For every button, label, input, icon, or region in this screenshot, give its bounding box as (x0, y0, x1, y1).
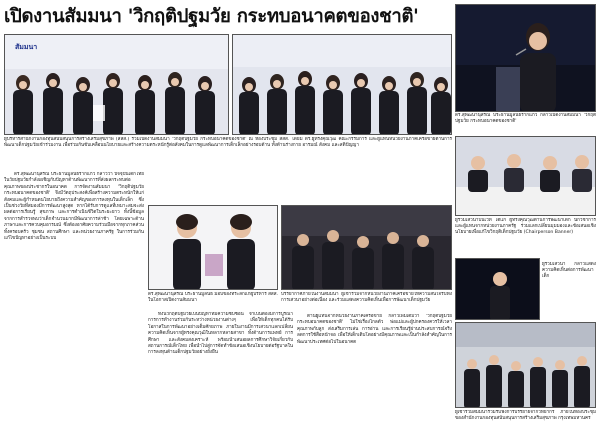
article-body-middle: ทั้งนี้วิกฤติปฐมวัยเป็นปัญหาที่มีความซับซ้อน จำเป็นต้องมีการบูรณาการการทำงานร่วมกันระหว่างหน่วยงานต่างๆ เพื่อให้เด็กทุกคนได้รับโอกาสในการพัฒนาอย่างเต็มศักยภาพ ภายในงานมีการเสวนาแลกเปลี่ยนความคิดเห็นจากผู้ทรงคุณวุฒิในหลากหลายสาขา ทั้งด้านการแพทย์ การศึกษา และสังคมสงเคราะห์ พร้อมนำเสนอผลการศึกษาวิจัยเกี่ยวกับสถานการณ์เด็กไทย เพื่อนำไปสู่การจัดทำข้อเสนอเชิงนโยบายต่อรัฐบาลในการลงทุนด้านเด็กปฐมวัยอย่างยั่งยืน (148, 312, 293, 356)
caption-classroom: ผู้เข้าร่วมสัมมนาร่วมรับฟังการบรรยายจากวิทยากร ภายในห้องประชุมของสำนักงานกองทุนสนับสนุนการสร้างเสริมสุขภาพ กรุงเทพมหานคร (455, 410, 596, 422)
audience-photo (281, 205, 452, 290)
caption-group-photos: ผู้บริหารสำนักงานกองทุนสนับสนุนการสร้างเสริมสุขภาพ (สสส.) ร่วมเปิดงานสัมมนา 'วิกฤติปฐมวัย กระทบอนาคตของชาติ' ณ ห้องประชุม สสส. โดยมี ดร.ผู้ทรงคุณวุฒิ คณะกรรมการ และผู้แทนหน่วยงานภาคีเครือข่ายด้านการพัฒนาเด็กปฐมวัยเข้าร่วมงาน เพื่อร่วมกันขับเคลื่อนนโยบายและสร้างความตระหนักรู้ต่อสังคมในการดูแลพัฒนาการเด็กเล็กอย่างรอบด้าน ทั้งด้านร่างกาย อารมณ์ สังคม และสติปัญญา (4, 137, 452, 149)
caption-speaker: ดร.สุพัฒนานุสรณ์ ประธานมูลนิธิรากแก้ว กล่าวเปิดงานสัมมนา 'วิกฤติปฐมวัย กระทบอนาคตของชาติ' (455, 113, 596, 125)
classroom-photo-image (456, 323, 596, 408)
speaker-photo (455, 4, 596, 112)
handover-photo (148, 205, 278, 290)
group-photo-left (4, 34, 229, 135)
group-photo-right (232, 34, 452, 135)
group-photo-right-image (233, 35, 452, 135)
caption-podium: ผู้ร่วมเสวนา กล่าวแสดงความคิดเห็นต่อการพัฒนาเด็ก (542, 262, 596, 280)
panel-photo (455, 136, 596, 216)
caption-panel: ผู้ร่วมเสวนาบนเวที ได้แก่ ผู้ทรงคุณวุฒิด้านการพัฒนาเด็ก นักวิชาการ และผู้แทนจากหน่วยงานภาครัฐ ร่วมแลกเปลี่ยนมุมมองและข้อเสนอเชิงนโยบายเพื่อแก้ไขวิกฤติเด็กปฐมวัย (Chairperson Banner) (455, 218, 596, 236)
classroom-photo (455, 322, 596, 408)
caption-handover: ดร.สุพัฒนานุสรณ์ ประธานมูลนิธิ มอบของที่ระลึกแก่ผู้บริหาร สสส. ในโอกาสเปิดงานสัมมนา (148, 292, 278, 304)
panel-photo-image (456, 137, 596, 216)
group-photo-left-image (5, 35, 229, 135)
article-body-left: ดร.สุพัฒนานุสรณ์ ประธานมูลนิธิรากแก้ว กล่าวว่า ปัจจุบันเด็กไทยในวัยปฐมวัยกำลังเผชิญกับปัญหาด้านพัฒนาการที่ส่งผลกระทบต่อคุณภาพของประชากรในอนาคต การจัดงานสัมมนา 'วิกฤติปฐมวัย กระทบอนาคตของชาติ' จึงมีวัตถุประสงค์เพื่อสร้างความตระหนักให้แก่สังคมและผู้กำหนดนโยบายถึงความสำคัญของการลงทุนในเด็กเล็ก ซึ่งเป็นช่วงวัยที่สมองมีการพัฒนาสูงสุด หากได้รับการดูแลที่เหมาะสมจะส่งผลต่อการเรียนรู้ สุขภาพ และการดำเนินชีวิตในระยะยาว ทั้งนี้ข้อมูลจากการสำรวจพบว่าเด็กจำนวนมากมีพัฒนาการล่าช้า โดยเฉพาะด้านภาษาและการควบคุมอารมณ์ ซึ่งต้องอาศัยความร่วมมือจากทุกภาคส่วน ทั้งครอบครัว ชุมชน สถานศึกษา และหน่วยงานภาครัฐ ในการร่วมกันแก้ไขปัญหาอย่างเป็นระบบ (4, 172, 144, 242)
headline: เปิดงานสัมมนา 'วิกฤติปฐมวัย กระทบอนาคตของชาติ' (4, 6, 419, 27)
audience-photo-image (282, 206, 452, 290)
podium-photo (455, 258, 540, 320)
caption-audience: บรรยากาศภายในงานสัมมนา ผู้เข้าร่วมจากหน่วยงานภาคีเครือข่ายให้ความสนใจรับฟังการเสวนาอย่างต่อเนื่อง และร่วมแสดงความคิดเห็นเพื่อการพัฒนาเด็กปฐมวัย (281, 292, 452, 304)
article-body-right: ด้านผู้แทนจากหน่วยงานภาคีเครือข่าย กล่าวเพิ่มเติมว่า 'วิกฤติปฐมวัยกระทบอนาคตของชาติ' ไม่ใช่เรื่องไกลตัว พ่อแม่และผู้ปกครองควรให้เวลาคุณภาพกับลูก ส่งเสริมการเล่น การอ่าน และการเรียนรู้ผ่านประสบการณ์จริง ลดการใช้สื่อหน้าจอ เพื่อให้เด็กเติบโตอย่างมีคุณภาพและเป็นกำลังสำคัญในการพัฒนาประเทศต่อไปในอนาคต (297, 314, 452, 345)
speaker-photo-image (456, 5, 596, 112)
handover-photo-image (149, 206, 278, 290)
banner-label: สัมมนา (15, 43, 38, 51)
podium-photo-image (456, 259, 540, 320)
